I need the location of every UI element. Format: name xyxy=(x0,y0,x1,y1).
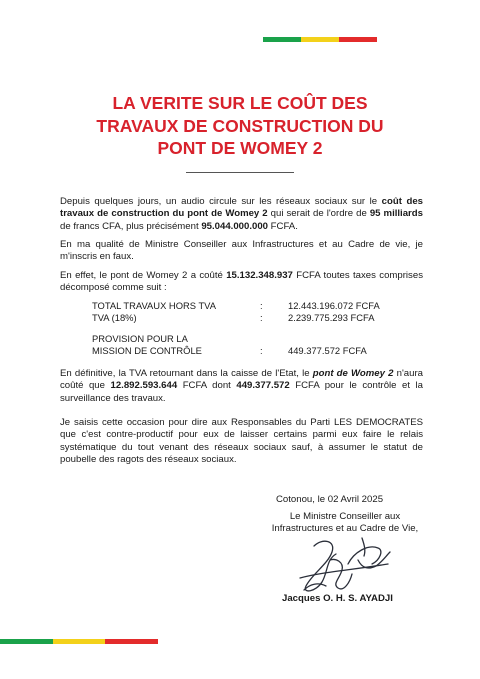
text-run: de francs CFA, plus précisément xyxy=(60,220,202,232)
flag-green-band xyxy=(263,37,301,42)
cost-colon: : xyxy=(260,300,263,311)
text-run: Depuis quelques jours, un audio circule sur les réseaux sociaux sur le xyxy=(60,196,382,207)
text-run: n'aura coûté que xyxy=(60,368,423,392)
text-run-bold: 15.132.348.937 xyxy=(226,270,293,281)
signer-name: Jacques O. H. S. AYADJI xyxy=(282,593,393,604)
flag-stripe-top xyxy=(263,37,377,42)
flag-green-band xyxy=(0,639,53,644)
text-run-bold: 95 milliards xyxy=(369,208,423,220)
paragraph-conclusion xyxy=(60,368,423,405)
place-date: Cotonou, le 02 Avril 2025 xyxy=(276,494,384,505)
text-run: FCFA. xyxy=(268,220,298,232)
text-run-bold-italic: pont de Womey 2 xyxy=(312,368,394,379)
paragraph-actual-cost xyxy=(60,270,423,295)
handwritten-signature xyxy=(292,534,402,596)
text-run: En effet, le pont de Womey 2 a coûté xyxy=(60,270,227,281)
flag-red-band xyxy=(105,639,158,644)
document-title xyxy=(60,92,420,160)
cost-label: TOTAL TRAVAUX HORS TVA xyxy=(92,300,216,311)
cost-value: 2.239.775.293 FCFA xyxy=(288,312,375,323)
title-line: TRAVAUX DE CONSTRUCTION DU xyxy=(96,115,384,136)
text-run-bold: 95.044.000.000 xyxy=(201,220,269,232)
text-run: FCFA pour le contrôle et la surveillance des travaux. xyxy=(60,380,423,404)
text-run: En définitive, la TVA retournant dans la caisse de l'Etat, le xyxy=(60,368,313,379)
text-run-bold: coût des travaux de construction du pont de Womey 2 xyxy=(60,196,423,220)
text-run: FCFA dont xyxy=(177,380,237,392)
cost-colon: : xyxy=(260,345,263,356)
cost-value: 449.377.572 FCFA xyxy=(288,345,367,356)
paragraph-audio-claim xyxy=(60,196,423,233)
paragraph-denial: En ma qualité de Ministre Conseiller aux Infrastructures et au Cadre de vie, je m'inscris en faux. xyxy=(60,239,423,263)
title-line: PONT DE WOMEY 2 xyxy=(157,138,323,158)
minister-title-line: Le Ministre Conseiller aux xyxy=(289,511,401,522)
title-line: LA VERITE SUR LE COÛT DES xyxy=(112,93,368,113)
cost-label: MISSION DE CONTRÔLE xyxy=(92,345,202,356)
flag-red-band xyxy=(339,37,377,42)
cost-label: PROVISION POUR LA xyxy=(92,333,188,344)
flag-yellow-band xyxy=(301,37,339,42)
text-run-bold: 449.377.572 xyxy=(236,380,290,392)
text-run-bold: 12.892.593.644 xyxy=(110,380,178,392)
text-run: FCFA toutes taxes comprises décomposé comme suit : xyxy=(60,270,423,294)
flag-yellow-band xyxy=(53,639,106,644)
minister-title xyxy=(260,511,430,536)
minister-title-line: Infrastructures et au Cadre de Vie, xyxy=(271,523,419,535)
flag-stripe-bottom xyxy=(0,639,158,644)
title-underline xyxy=(186,172,294,173)
text-run: qui serait de l'ordre de xyxy=(267,208,370,220)
cost-label: TVA (18%) xyxy=(92,312,137,323)
cost-value: 12.443.196.072 FCFA xyxy=(288,300,380,311)
cost-colon: : xyxy=(260,312,263,323)
paragraph-party-message: Je saisis cette occasion pour dire aux Responsables du Parti LES DEMOCRATES que c'est contre-productif pour eux de laisser certains parmi eux faire le relais systématique du tout venant des réseaux sociaux sauf, à assumer le statut de poubelle des ragots des réseaux sociaux. xyxy=(60,417,423,466)
